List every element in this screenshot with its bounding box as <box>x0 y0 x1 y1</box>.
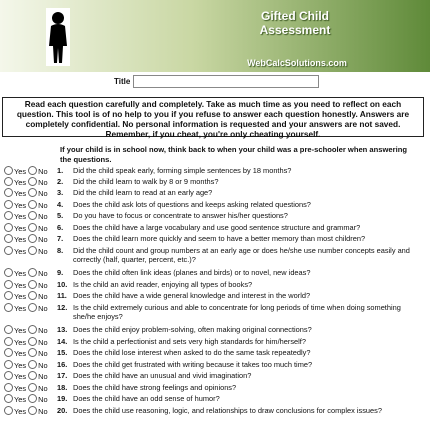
yes-radio[interactable] <box>4 383 13 392</box>
question-number: 6. <box>57 223 64 232</box>
answer-options <box>4 383 48 393</box>
app-title-line1: Gifted Child <box>261 9 329 23</box>
no-radio[interactable] <box>28 291 37 300</box>
question-text: Does the child often link ideas (planes and birds) or to novel, new ideas? <box>73 268 311 277</box>
question-number: 13. <box>57 325 68 334</box>
no-radio[interactable] <box>28 406 37 415</box>
answer-options <box>4 211 48 221</box>
question-text: Does the child have an unusual and vivid imagination? <box>73 371 252 380</box>
question-text: Did the child learn to walk by 8 or 9 months? <box>73 177 219 186</box>
question-text: Does the child learn more quickly and seem to have a better memory than most children? <box>73 234 366 243</box>
yes-radio[interactable] <box>4 348 13 357</box>
title-label: Title <box>114 77 131 86</box>
yes-label[interactable]: Yes <box>14 189 27 198</box>
child-silhouette-icon <box>46 8 70 66</box>
no-radio[interactable] <box>28 223 37 232</box>
no-radio[interactable] <box>28 383 37 392</box>
no-radio[interactable] <box>28 303 37 312</box>
no-radio[interactable] <box>28 394 37 403</box>
question-number: 3. <box>57 188 64 197</box>
question-text: Does the child have an odd sense of humor? <box>73 394 220 403</box>
yes-label[interactable]: Yes <box>14 235 27 244</box>
question-number: 4. <box>57 200 64 209</box>
question-text: Did the child count and group numbers at an early age or does he/she use number concepts easily and correctly (half, quarter, percent, etc.)? <box>73 246 410 264</box>
no-radio[interactable] <box>28 246 37 255</box>
question-number: 5. <box>57 211 64 220</box>
no-radio[interactable] <box>28 188 37 197</box>
question-text: Is the child extremely curious and able to concentrate for long periods of time when doing something she/he enjoys? <box>73 303 401 321</box>
answer-options <box>4 360 48 370</box>
yes-label[interactable]: Yes <box>14 395 27 404</box>
question-number: 1. <box>57 166 64 175</box>
question-text: Did the child learn to read at an early age? <box>73 188 213 197</box>
no-label[interactable]: No <box>38 201 48 210</box>
no-label[interactable]: No <box>38 361 48 370</box>
yes-label[interactable]: Yes <box>14 326 27 335</box>
no-label[interactable]: No <box>38 349 48 358</box>
yes-radio[interactable] <box>4 234 13 243</box>
yes-label[interactable]: Yes <box>14 292 27 301</box>
no-radio[interactable] <box>28 234 37 243</box>
no-label[interactable]: No <box>38 292 48 301</box>
question-text: Does the child get frustrated with writing because it takes too much time? <box>73 360 313 369</box>
title-row <box>0 75 430 91</box>
question-text: Does the child have strong feelings and opinions? <box>73 383 237 392</box>
yes-radio[interactable] <box>4 371 13 380</box>
no-label[interactable]: No <box>38 235 48 244</box>
no-radio[interactable] <box>28 348 37 357</box>
answer-options <box>4 280 48 290</box>
question-number: 14. <box>57 337 68 346</box>
yes-radio[interactable] <box>4 360 13 369</box>
question-text: Does the child have a wide general knowledge and interest in the world? <box>73 291 311 300</box>
no-label[interactable]: No <box>38 167 48 176</box>
app-title-line2: Assessment <box>259 23 331 37</box>
no-radio[interactable] <box>28 280 37 289</box>
yes-label[interactable]: Yes <box>14 224 27 233</box>
yes-label[interactable]: Yes <box>14 407 27 416</box>
question-number: 17. <box>57 371 68 380</box>
yes-label[interactable]: Yes <box>14 178 27 187</box>
question-text: Does the child ask lots of questions and keeps asking related questions? <box>73 200 311 209</box>
no-radio[interactable] <box>28 177 37 186</box>
no-label[interactable]: No <box>38 189 48 198</box>
answer-options <box>4 223 48 233</box>
no-label[interactable]: No <box>38 304 48 313</box>
question-text: Do you have to focus or concentrate to answer his/her questions? <box>73 211 288 220</box>
question-number: 8. <box>57 246 64 255</box>
answer-options <box>4 234 48 244</box>
no-radio[interactable] <box>28 360 37 369</box>
no-radio[interactable] <box>28 371 37 380</box>
yes-radio[interactable] <box>4 177 13 186</box>
no-label[interactable]: No <box>38 281 48 290</box>
question-number: 20. <box>57 406 68 415</box>
app-title <box>220 9 370 37</box>
yes-radio[interactable] <box>4 200 13 209</box>
no-radio[interactable] <box>28 325 37 334</box>
yes-label[interactable]: Yes <box>14 384 27 393</box>
instructions-notice: Read each question carefully and completely. Take as much time as you need to reflect on each question. This tool is of no help to you if you refuse to answer each question honestly. Answers are completely confidential. No personal information is requested and your answers are not saved. Remember, if you cheat, you're only cheating yourself. <box>2 97 424 137</box>
question-number: 7. <box>57 234 64 243</box>
site-name: WebCalcSolutions.com <box>247 58 347 68</box>
yes-radio[interactable] <box>4 325 13 334</box>
answer-options <box>4 188 48 198</box>
answer-options <box>4 177 48 187</box>
yes-radio[interactable] <box>4 280 13 289</box>
yes-radio[interactable] <box>4 268 13 277</box>
yes-label[interactable]: Yes <box>14 281 27 290</box>
question-number: 2. <box>57 177 64 186</box>
no-label[interactable]: No <box>38 212 48 221</box>
answer-options <box>4 268 48 278</box>
yes-label[interactable]: Yes <box>14 304 27 313</box>
yes-radio[interactable] <box>4 406 13 415</box>
no-radio[interactable] <box>28 166 37 175</box>
yes-label[interactable]: Yes <box>14 167 27 176</box>
yes-radio[interactable] <box>4 188 13 197</box>
yes-radio[interactable] <box>4 303 13 312</box>
question-number: 11. <box>57 291 67 300</box>
yes-label[interactable]: Yes <box>14 361 27 370</box>
answer-options <box>4 394 48 404</box>
question-number: 18. <box>57 383 68 392</box>
yes-label[interactable]: Yes <box>14 247 27 256</box>
question-number: 15. <box>57 348 68 357</box>
yes-label[interactable]: Yes <box>14 338 27 347</box>
no-label[interactable]: No <box>38 395 48 404</box>
question-text: Is the child a perfectionist and sets very high standards for him/herself? <box>73 337 306 346</box>
no-label[interactable]: No <box>38 407 48 416</box>
yes-radio[interactable] <box>4 291 13 300</box>
question-number: 19. <box>57 394 68 403</box>
answer-options <box>4 200 48 210</box>
yes-radio[interactable] <box>4 211 13 220</box>
no-label[interactable]: No <box>38 247 48 256</box>
yes-label[interactable]: Yes <box>14 372 27 381</box>
question-text: Does the child have a large vocabulary and use good sentence structure and grammar? <box>73 223 361 232</box>
no-radio[interactable] <box>28 337 37 346</box>
answer-options <box>4 291 48 301</box>
question-text: Does the child use reasoning, logic, and relationships to draw conclusions for complex issues? <box>73 406 382 415</box>
no-label[interactable]: No <box>38 224 48 233</box>
no-radio[interactable] <box>28 200 37 209</box>
title-input[interactable] <box>133 75 319 88</box>
no-label[interactable]: No <box>38 326 48 335</box>
intro-text: If your child is in school now, think back to when your child was a pre-schooler when answering the questions. <box>60 145 407 164</box>
question-number: 9. <box>57 268 64 277</box>
yes-radio[interactable] <box>4 337 13 346</box>
yes-radio[interactable] <box>4 223 13 232</box>
question-text: Is the child an avid reader, enjoying all types of books? <box>73 280 253 289</box>
answer-options <box>4 406 48 416</box>
question-text: Does the child lose interest when asked to do the same task repeatedly? <box>73 348 311 357</box>
answer-options <box>4 166 48 176</box>
no-label[interactable]: No <box>38 384 48 393</box>
question-number: 16. <box>57 360 68 369</box>
question-number: 12. <box>57 303 68 312</box>
answer-options <box>4 303 48 313</box>
yes-label[interactable]: Yes <box>14 201 27 210</box>
yes-radio[interactable] <box>4 166 13 175</box>
no-radio[interactable] <box>28 211 37 220</box>
answer-options <box>4 337 48 347</box>
no-label[interactable]: No <box>38 372 48 381</box>
yes-radio[interactable] <box>4 394 13 403</box>
question-number: 10. <box>57 280 68 289</box>
header-banner <box>0 0 430 72</box>
question-text: Does the child enjoy problem-solving, often making original connections? <box>73 325 312 334</box>
answer-options <box>4 371 48 381</box>
answer-options <box>4 325 48 335</box>
no-radio[interactable] <box>28 268 37 277</box>
yes-label[interactable]: Yes <box>14 269 27 278</box>
answer-options <box>4 348 48 358</box>
answer-options <box>4 246 48 256</box>
no-label[interactable]: No <box>38 178 48 187</box>
yes-radio[interactable] <box>4 246 13 255</box>
yes-label[interactable]: Yes <box>14 349 27 358</box>
yes-label[interactable]: Yes <box>14 212 27 221</box>
question-text: Did the child speak early, forming simple sentences by 18 months? <box>73 166 292 175</box>
no-label[interactable]: No <box>38 338 48 347</box>
no-label[interactable]: No <box>38 269 48 278</box>
